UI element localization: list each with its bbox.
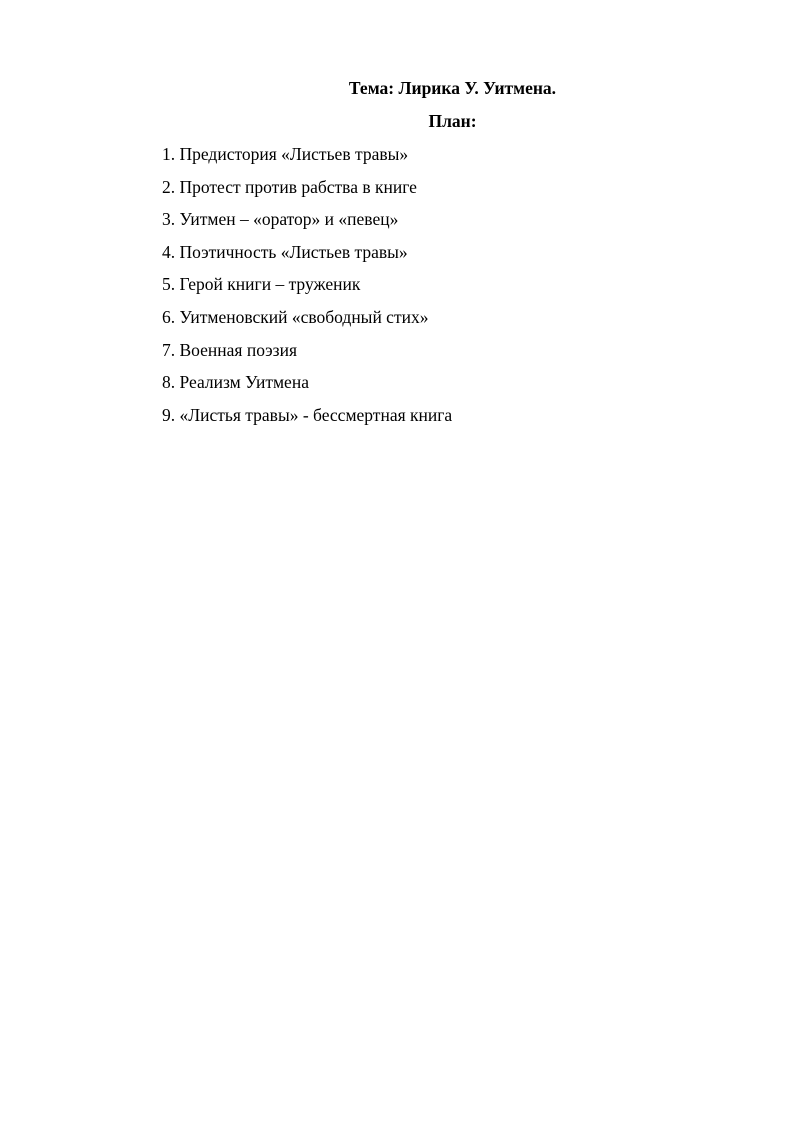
plan-item-2: 2. Протест против рабства в книге — [162, 176, 417, 197]
plan-item-5: 5. Герой книги – труженик — [162, 274, 361, 295]
plan-item-4: 4. Поэтичность «Листьев травы» — [162, 241, 408, 262]
plan-item-6: 6. Уитменовский «свободный стих» — [162, 306, 429, 327]
document-title: Тема: Лирика У. Уитмена. — [348, 78, 557, 98]
plan-item-3: 3. Уитмен – «оратор» и «певец» — [162, 209, 399, 230]
plan-heading: План: — [428, 111, 477, 131]
plan-list — [162, 142, 452, 435]
plan-item-9: 9. «Листья травы» - бессмертная книга — [162, 404, 453, 425]
plan-item-8: 8. Реализм Уитмена — [162, 372, 309, 393]
plan-item-7: 7. Военная поэзия — [162, 339, 297, 360]
plan-item-1: 1. Предистория «Листьев травы» — [162, 144, 409, 164]
